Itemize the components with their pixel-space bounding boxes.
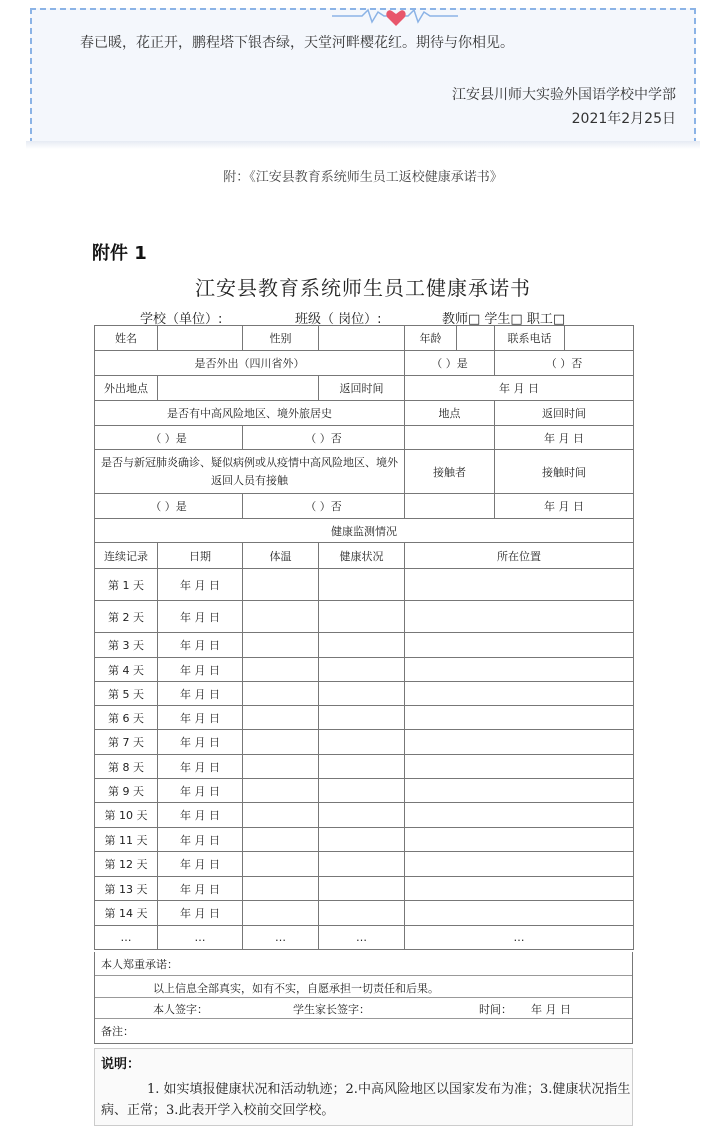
table-row — [95, 351, 634, 376]
travel-question: 是否外出（四川省外） — [95, 351, 405, 376]
day-label: 第 4 天 — [95, 658, 158, 682]
age-label: 年龄 — [405, 326, 457, 351]
location-field[interactable] — [405, 730, 634, 755]
health-status-field[interactable] — [319, 682, 405, 706]
location-field[interactable] — [405, 852, 634, 877]
location-field[interactable] — [405, 828, 634, 852]
remarks-label: 备注： — [101, 1025, 134, 1038]
location-field[interactable] — [405, 901, 634, 926]
location-field[interactable] — [405, 658, 634, 682]
table-row — [95, 450, 634, 494]
table-row — [95, 706, 634, 730]
parent-signature-label[interactable]: 学生家长签字： — [293, 1003, 370, 1016]
pledge-section — [94, 952, 633, 1044]
table-row — [95, 682, 634, 706]
table-row — [95, 658, 634, 682]
table-row — [95, 633, 634, 658]
notes-box — [94, 1048, 633, 1126]
table-row — [95, 730, 634, 755]
day-date-field[interactable]: 年 月 日 — [158, 569, 243, 601]
day-label: 第 13 天 — [95, 877, 158, 901]
school-label: 学校（单位）: — [140, 312, 223, 327]
day-date-field[interactable]: 年 月 日 — [158, 852, 243, 877]
heart-heartbeat-icon — [332, 8, 458, 30]
contact-person-label: 接触者 — [405, 450, 495, 494]
sign-date-field[interactable]: 年 月 日 — [531, 1003, 571, 1016]
temperature-field[interactable] — [243, 633, 319, 658]
day-label: 第 10 天 — [95, 803, 158, 828]
attachment-line: 附：《江安县教育系统师生员工返校健康承诺书》 — [223, 170, 503, 185]
day-date-field[interactable]: 年 月 日 — [158, 730, 243, 755]
contact-time-label: 接触时间 — [495, 450, 634, 494]
table-row — [95, 601, 634, 633]
notice-card — [30, 8, 696, 144]
day-date-field[interactable]: 年 月 日 — [158, 803, 243, 828]
day-date-field[interactable]: 年 月 日 — [158, 828, 243, 852]
health-status-field[interactable] — [319, 901, 405, 926]
location-field[interactable] — [405, 601, 634, 633]
ellipsis-cell: … — [243, 926, 319, 950]
table-row — [95, 426, 634, 450]
contact-no-option[interactable]: （ ）否 — [243, 494, 405, 519]
daily-records — [95, 569, 634, 926]
health-status-field[interactable] — [319, 601, 405, 633]
phone-label: 联系电话 — [495, 326, 565, 351]
column-header: 日期 — [158, 543, 243, 569]
travel-location-label: 外出地点 — [95, 376, 158, 401]
temperature-field[interactable] — [243, 730, 319, 755]
day-date-field[interactable]: 年 月 日 — [158, 755, 243, 779]
day-date-field[interactable]: 年 月 日 — [158, 682, 243, 706]
location-field[interactable] — [405, 706, 634, 730]
notice-body: 春已暖，花正开，鹏程塔下银杏绿，天堂河畔樱花红。期待与你相见。 — [80, 35, 514, 51]
temperature-field[interactable] — [243, 803, 319, 828]
table-row — [95, 494, 634, 519]
health-status-field[interactable] — [319, 852, 405, 877]
day-date-field[interactable]: 年 月 日 — [158, 901, 243, 926]
table-row — [95, 569, 634, 601]
ellipsis-cell: … — [319, 926, 405, 950]
ellipsis-cell: … — [95, 926, 158, 950]
sign-time-label: 时间： — [479, 1003, 512, 1016]
day-label: 第 9 天 — [95, 779, 158, 803]
ellipsis-cell: … — [405, 926, 634, 950]
temperature-field[interactable] — [243, 682, 319, 706]
temperature-field[interactable] — [243, 601, 319, 633]
day-date-field[interactable]: 年 月 日 — [158, 633, 243, 658]
pledge-title: 本人郑重承诺： — [101, 958, 178, 971]
risk-yes-option[interactable]: （ ）是 — [95, 426, 243, 450]
notes-title: 说明： — [101, 1057, 141, 1072]
self-signature-label[interactable]: 本人签字： — [153, 1003, 208, 1016]
day-date-field[interactable]: 年 月 日 — [158, 779, 243, 803]
health-status-field[interactable] — [319, 633, 405, 658]
class-label: 班级（ 岗位）: — [295, 312, 382, 327]
day-label: 第 8 天 — [95, 755, 158, 779]
temperature-field[interactable] — [243, 852, 319, 877]
notice-shadow — [26, 141, 700, 149]
temperature-field[interactable] — [243, 706, 319, 730]
table-row — [95, 852, 634, 877]
contact-person-field[interactable] — [405, 494, 495, 519]
health-status-field[interactable] — [319, 779, 405, 803]
health-status-field[interactable] — [319, 658, 405, 682]
gender-field[interactable] — [319, 326, 405, 351]
day-label: 第 6 天 — [95, 706, 158, 730]
risk-place-field[interactable] — [405, 426, 495, 450]
day-label: 第 7 天 — [95, 730, 158, 755]
health-status-field[interactable] — [319, 803, 405, 828]
form-title: 江安县教育系统师生员工健康承诺书 — [195, 276, 531, 300]
day-label: 第 1 天 — [95, 569, 158, 601]
contact-question: 是否与新冠肺炎确诊、疑似病例或从疫情中高风险地区、境外返回人员有接触 — [95, 450, 405, 494]
pledge-text: 以上信息全部真实，如有不实，自愿承担一切责任和后果。 — [153, 982, 439, 995]
table-row — [95, 755, 634, 779]
return-time-label: 返回时间 — [319, 376, 405, 401]
name-label: 姓名 — [95, 326, 158, 351]
table-row — [95, 926, 634, 950]
phone-field[interactable] — [565, 326, 634, 351]
temperature-field[interactable] — [243, 755, 319, 779]
day-label: 第 14 天 — [95, 901, 158, 926]
location-field[interactable] — [405, 682, 634, 706]
location-field[interactable] — [405, 755, 634, 779]
health-status-field[interactable] — [319, 730, 405, 755]
table-row — [95, 519, 634, 543]
table-row — [95, 901, 634, 926]
health-status-field[interactable] — [319, 828, 405, 852]
day-label: 第 11 天 — [95, 828, 158, 852]
table-row — [95, 779, 634, 803]
travel-yes-option[interactable]: （ ）是 — [405, 351, 495, 376]
temperature-field[interactable] — [243, 779, 319, 803]
temperature-field[interactable] — [243, 877, 319, 901]
contact-date-field[interactable]: 年 月 日 — [495, 494, 634, 519]
return-date-field[interactable]: 年 月 日 — [405, 376, 634, 401]
risk-area-question: 是否有中高风险地区、境外旅居史 — [95, 401, 405, 426]
attachment-label: 附件 1 — [92, 243, 147, 264]
column-header: 健康状况 — [319, 543, 405, 569]
notice-signature: 江安县川师大实验外国语学校中学部 — [452, 87, 676, 103]
location-field[interactable] — [405, 633, 634, 658]
risk-return-date-field[interactable]: 年 月 日 — [495, 426, 634, 450]
table-row — [95, 877, 634, 901]
location-field[interactable] — [405, 779, 634, 803]
notice-date: 2021年2月25日 — [571, 111, 676, 127]
location-field[interactable] — [405, 803, 634, 828]
column-header: 所在位置 — [405, 543, 634, 569]
notes-text: 1. 如实填报健康状况和活动轨迹；2.中高风险地区以国家发布为准；3.健康状况指生病、正常；3.此表开学入校前交回学校。 — [101, 1082, 631, 1118]
temperature-field[interactable] — [243, 569, 319, 601]
day-label: 第 3 天 — [95, 633, 158, 658]
day-label: 第 5 天 — [95, 682, 158, 706]
role-checkboxes: 教师□ 学生□ 职工□ — [442, 312, 566, 327]
contact-yes-option[interactable]: （ ）是 — [95, 494, 243, 519]
column-header: 体温 — [243, 543, 319, 569]
risk-return-time-label: 返回时间 — [495, 401, 634, 426]
travel-no-option[interactable]: （ ）否 — [495, 351, 634, 376]
health-status-field[interactable] — [319, 706, 405, 730]
monitor-section-title: 健康监测情况 — [95, 519, 634, 543]
health-status-field[interactable] — [319, 755, 405, 779]
health-status-field[interactable] — [319, 569, 405, 601]
table-row — [95, 828, 634, 852]
day-date-field[interactable]: 年 月 日 — [158, 877, 243, 901]
table-row — [95, 401, 634, 426]
ellipsis-cell: … — [158, 926, 243, 950]
table-row — [95, 543, 634, 569]
divider — [95, 997, 632, 998]
day-label: 第 2 天 — [95, 601, 158, 633]
column-header: 连续记录 — [95, 543, 158, 569]
table-row — [95, 376, 634, 401]
age-field[interactable] — [457, 326, 495, 351]
table-row — [95, 326, 634, 351]
health-status-field[interactable] — [319, 877, 405, 901]
temperature-field[interactable] — [243, 658, 319, 682]
day-date-field[interactable]: 年 月 日 — [158, 706, 243, 730]
travel-location-field[interactable] — [158, 376, 319, 401]
risk-no-option[interactable]: （ ）否 — [243, 426, 405, 450]
day-date-field[interactable]: 年 月 日 — [158, 658, 243, 682]
day-date-field[interactable]: 年 月 日 — [158, 601, 243, 633]
temperature-field[interactable] — [243, 828, 319, 852]
divider — [95, 1018, 632, 1019]
health-pledge-table — [94, 325, 634, 950]
location-field[interactable] — [405, 877, 634, 901]
gender-label: 性别 — [243, 326, 319, 351]
location-field[interactable] — [405, 569, 634, 601]
day-label: 第 12 天 — [95, 852, 158, 877]
table-row — [95, 803, 634, 828]
risk-place-label: 地点 — [405, 401, 495, 426]
temperature-field[interactable] — [243, 901, 319, 926]
name-field[interactable] — [158, 326, 243, 351]
divider — [95, 975, 632, 976]
